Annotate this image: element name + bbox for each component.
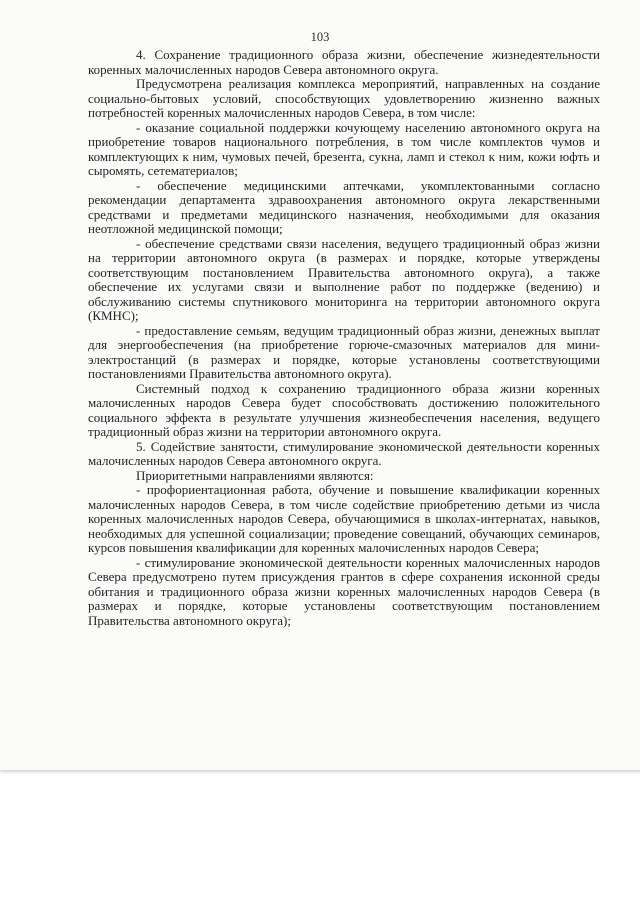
page-number: 103 bbox=[310, 30, 330, 44]
document-body bbox=[88, 48, 600, 628]
paragraph-energy-payments: - предоставление семьям, ведущим традиционный образ жизни, денежных выплат для энергообеспечения (на приобретение горюче-смазочных материалов для мини-электростанций (в размерах и порядке, которые установлены соответствующими постановлениями Правительства автономного округа). bbox=[88, 322, 600, 381]
paragraph-communications: - обеспечение средствами связи населения, ведущего традиционный образ жизни на территории автономного округа (в размерах и порядке, которые утверждены соответствующим постановлением Правительства автономного округа), а также обеспечение их услугами связи и выполнение работ по поддержке (ведению) и обслуживанию системы спутникового мониторинга на территории автономного округа (КМНС); bbox=[88, 235, 600, 323]
paragraph-system-approach: Системный подход к сохранению традиционного образа жизни коренных малочисленных народов Севера будет способствовать достижению положительного социального эффекта в результате улучшения жизнеобеспечения населения, ведущего традиционный образ жизни на территории автономного округа. bbox=[88, 380, 600, 439]
paragraph-social-support: - оказание социальной поддержки кочующему населению автономного округа на приобретение товаров национального потребления, в том числе комплектов чумов и комплектующих к ним, чумовых печей, брезента, сукна, ламп и стекол к ним, кожи юфть и сыромять, сетематериалов; bbox=[88, 119, 600, 178]
paragraph-priorities-intro: Приоритетными направлениями являются: bbox=[136, 467, 374, 483]
paragraph-medical-kits: - обеспечение медицинскими аптечками, укомплектованными согласно рекомендации департамента здравоохранения автономного округа лекарственными средствами и предметами медицинского назначения, необходимыми для оказания неотложной медицинской помощи; bbox=[88, 177, 600, 236]
paragraph-grants: - стимулирование экономической деятельности коренных малочисленных народов Севера предусмотрено путем присуждения грантов в сфере сохранения исконной среды обитания и традиционного образа жизни коренных малочисленных народов Севера (в размерах и порядке, которые установлены соответствующим постановлением Правительства автономного округа); bbox=[88, 554, 600, 628]
paragraph-section-4-heading: 4. Сохранение традиционного образа жизни, обеспечение жизнедеятельности коренных малочисленных народов Севера автономного округа. bbox=[88, 47, 600, 77]
paragraph-section-5-heading: 5. Содействие занятости, стимулирование экономической деятельности коренных малочисленных народов Севера автономного округа. bbox=[88, 438, 600, 468]
paragraph-measures-intro: Предусмотрена реализация комплекса мероприятий, направленных на создание социально-бытовых условий, способствующих удовлетворению жизненно важных потребностей коренных малочисленных народов Севера, в том числе: bbox=[88, 76, 600, 120]
paragraph-career-guidance: - профориентационная работа, обучение и повышение квалификации коренных малочисленных народов Севера, в том числе содействие приобретению детьми из числа коренных малочисленных народов Севера, обучающимися в школах-интернатах, навыков, необходимых для успешной социализации; проведение совещаний, обучающих семинаров, курсов повышения квалификации для коренных малочисленных народов Севера; bbox=[88, 482, 600, 555]
